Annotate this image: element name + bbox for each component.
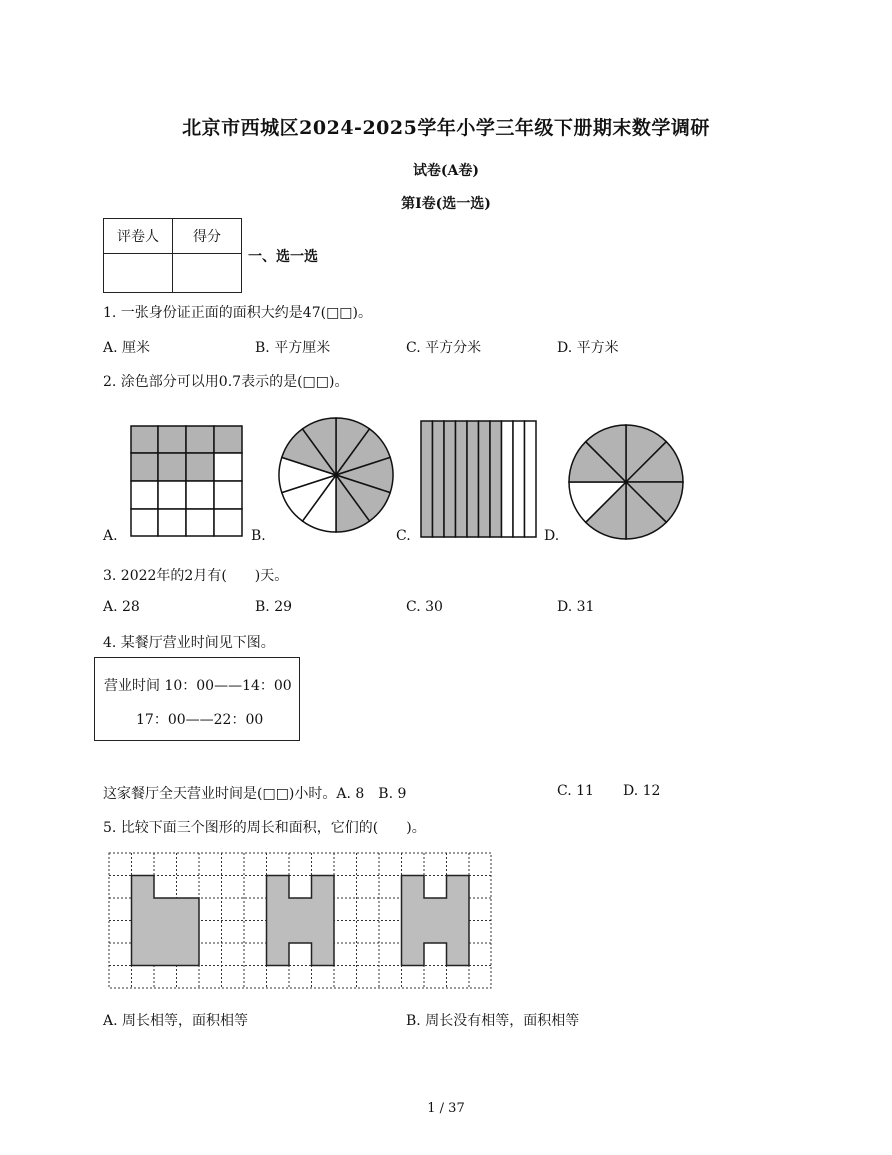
question-1: 1. 一张身份证正面的面积大约是47(□□)。 bbox=[103, 305, 373, 321]
q2-figure-b-circle bbox=[277, 416, 395, 534]
hours-line-2: 17：00——22：00 bbox=[136, 712, 264, 728]
grader-cell bbox=[104, 254, 173, 293]
q2-figure-a-grid bbox=[130, 425, 244, 537]
q1-option-b: B. 平方厘米 bbox=[255, 340, 331, 356]
q2-figure-d-circle bbox=[567, 423, 685, 541]
q5-shapes-grid bbox=[107, 851, 493, 991]
q4-option-c: C. 11 bbox=[557, 783, 594, 799]
score-cell bbox=[173, 254, 242, 293]
score-table bbox=[103, 218, 242, 293]
q3-option-d: D. 31 bbox=[557, 599, 595, 615]
q2-option-b: B. bbox=[251, 528, 266, 544]
q1-option-d: D. 平方米 bbox=[557, 340, 619, 356]
shape-2 bbox=[267, 876, 335, 966]
question-3: 3. 2022年的2月有( )天。 bbox=[103, 568, 289, 584]
shape-3 bbox=[402, 876, 470, 966]
q3-option-a: A. 28 bbox=[103, 599, 140, 615]
section-title: 第Ⅰ卷(选一选) bbox=[401, 196, 491, 212]
exam-subtitle: 试卷(A卷) bbox=[412, 163, 480, 179]
q4-option-d: D. 12 bbox=[623, 783, 661, 799]
q3-option-c: C. 30 bbox=[406, 599, 443, 615]
q2-option-d: D. bbox=[544, 528, 560, 544]
page-number: 1 / 37 bbox=[427, 1101, 465, 1116]
shape-1 bbox=[132, 876, 200, 966]
page-title: 北京市西城区2024-2025学年小学三年级下册期末数学调研 bbox=[182, 117, 710, 139]
score-header: 得分 bbox=[173, 219, 242, 254]
q2-figure-c-strips bbox=[420, 420, 540, 538]
question-2: 2. 涂色部分可以用0.7表示的是(□□)。 bbox=[103, 374, 349, 390]
hours-line-1: 营业时间 10：00——14：00 bbox=[104, 678, 292, 694]
question-4: 4. 某餐厅营业时间见下图。 bbox=[103, 635, 275, 651]
question-5: 5. 比较下面三个图形的周长和面积，它们的( )。 bbox=[103, 820, 426, 836]
q1-option-c: C. 平方分米 bbox=[406, 340, 482, 356]
q2-option-c: C. bbox=[396, 528, 411, 544]
grader-header: 评卷人 bbox=[104, 219, 173, 254]
part-title: 一、选一选 bbox=[248, 249, 318, 265]
q5-option-b: B. 周长没有相等，面积相等 bbox=[406, 1013, 580, 1029]
q1-option-a: A. 厘米 bbox=[103, 340, 151, 356]
business-hours-box bbox=[94, 657, 300, 741]
q2-option-a: A. bbox=[103, 528, 118, 544]
q5-option-a: A. 周长相等，面积相等 bbox=[103, 1013, 249, 1029]
q3-option-b: B. 29 bbox=[255, 599, 293, 615]
question-4-followup: 这家餐厅全天营业时间是(□□)小时。A. 8 B. 9 bbox=[103, 786, 407, 802]
